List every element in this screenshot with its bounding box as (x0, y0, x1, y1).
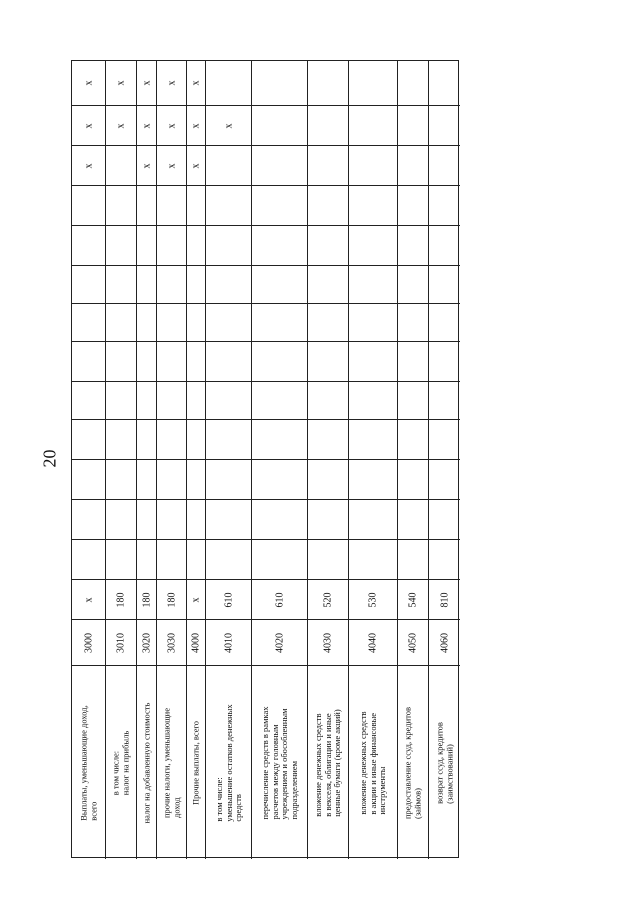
table-cell (349, 419, 397, 459)
cell-mark (429, 105, 460, 145)
cell-mark (206, 61, 251, 105)
row-kosgu (137, 579, 156, 619)
table-row (206, 61, 252, 859)
cell-mark (187, 105, 205, 145)
cell-mark (187, 145, 205, 185)
table-cell (187, 185, 205, 225)
cell-mark-text: x (190, 80, 202, 86)
table-cell (206, 459, 251, 499)
row-name-text: вложение денежных средств в акции и иные финансовые инструменты (357, 710, 387, 815)
row-name-text: в том числе: налог на прибыль (110, 730, 130, 795)
cell-mark (206, 105, 251, 145)
row-code-text: 4040 (367, 632, 379, 653)
table-cell (398, 381, 428, 419)
row-code-text: 3020 (140, 632, 152, 653)
row-name (252, 665, 307, 859)
table-cell (137, 303, 156, 341)
row-code-text: 4030 (322, 632, 334, 653)
row-code (349, 619, 397, 665)
table-cell (252, 225, 307, 265)
table-cell (398, 341, 428, 381)
table-cell (398, 303, 428, 341)
table-cell (72, 459, 105, 499)
row-name-text: налог на добавленную стоимость (140, 702, 151, 823)
cell-mark (72, 105, 105, 145)
table-cell (252, 499, 307, 539)
cell-mark-text: x (82, 80, 94, 86)
table-cell (206, 381, 251, 419)
table-cell (252, 419, 307, 459)
table-cell (187, 381, 205, 419)
table-cell (398, 185, 428, 225)
row-kosgu-text: 180 (115, 592, 127, 607)
table-cell (72, 265, 105, 303)
row-name-text: вложение денежных средств в векселя, облигации и иные ценные бумаги (кроме акций) (312, 708, 342, 817)
cell-mark (252, 145, 307, 185)
cell-mark (308, 145, 348, 185)
row-code (206, 619, 251, 665)
cell-mark-text: x (165, 80, 177, 86)
table-cell (206, 499, 251, 539)
row-kosgu (206, 579, 251, 619)
table-cell (157, 341, 186, 381)
cell-mark-text: x (82, 163, 94, 168)
row-name-text: в том числе: уменьшение остатков денежных средств (213, 703, 243, 822)
table-cell (206, 303, 251, 341)
table-cell (157, 419, 186, 459)
table-row (252, 61, 308, 859)
row-name-text: предоставление ссуд, кредитов (займов) (402, 706, 422, 819)
table-cell (187, 499, 205, 539)
table-cell (429, 381, 460, 419)
table-cell (137, 225, 156, 265)
table-cell (157, 185, 186, 225)
table-cell (106, 303, 136, 341)
row-name-text: перечисление средств в рамках расчетов между головным учреждением и обособленным подразделением (259, 706, 298, 819)
row-name (187, 665, 205, 859)
table-cell (308, 185, 348, 225)
table-cell (206, 419, 251, 459)
table-cell (106, 499, 136, 539)
row-kosgu (349, 579, 397, 619)
table-row (308, 61, 349, 859)
row-name (429, 665, 460, 859)
row-code (398, 619, 428, 665)
table-cell (349, 185, 397, 225)
table-cell (252, 185, 307, 225)
table-cell (206, 185, 251, 225)
table-cell (252, 265, 307, 303)
row-code (137, 619, 156, 665)
cell-mark (157, 105, 186, 145)
table-cell (187, 539, 205, 579)
table-cell (137, 265, 156, 303)
table-cell (206, 225, 251, 265)
table-cell (106, 459, 136, 499)
table-cell (72, 303, 105, 341)
table-cell (106, 381, 136, 419)
table-cell (429, 539, 460, 579)
table-cell (429, 225, 460, 265)
table-cell (349, 265, 397, 303)
row-kosgu (252, 579, 307, 619)
table-cell (106, 341, 136, 381)
row-kosgu (308, 579, 348, 619)
row-name (72, 665, 105, 859)
table-cell (398, 499, 428, 539)
row-kosgu-text: 180 (140, 592, 152, 607)
cell-mark (206, 145, 251, 185)
cell-mark (398, 145, 428, 185)
row-kosgu-text: 540 (407, 592, 419, 607)
cell-mark-text: x (222, 123, 234, 128)
table-cell (429, 419, 460, 459)
table-cell (72, 225, 105, 265)
table-cell (137, 539, 156, 579)
cell-mark-text: x (165, 163, 177, 168)
table-cell (349, 539, 397, 579)
cell-mark-text: x (140, 163, 152, 168)
table-row (106, 61, 137, 859)
table-cell (157, 265, 186, 303)
row-code-text: 4060 (438, 632, 450, 653)
table-cell (137, 341, 156, 381)
table-cell (106, 225, 136, 265)
table-cell (206, 539, 251, 579)
row-code (72, 619, 105, 665)
cell-mark-text: x (190, 163, 202, 168)
table-cell (106, 265, 136, 303)
table-row (157, 61, 187, 859)
cell-mark (308, 61, 348, 105)
table-cell (398, 265, 428, 303)
row-code (157, 619, 186, 665)
table-cell (137, 419, 156, 459)
cell-mark (398, 105, 428, 145)
table-cell (429, 265, 460, 303)
table-cell (308, 341, 348, 381)
cell-mark-text: x (115, 123, 127, 128)
table-cell (187, 341, 205, 381)
row-code (429, 619, 460, 665)
table-cell (429, 185, 460, 225)
table-cell (137, 185, 156, 225)
row-code-text: 3030 (165, 632, 177, 653)
table-row (187, 61, 206, 859)
row-name (157, 665, 186, 859)
row-kosgu-text: 180 (165, 592, 177, 607)
row-code-text: 4010 (222, 632, 234, 653)
cell-mark (349, 145, 397, 185)
table-cell (252, 539, 307, 579)
cell-mark-text: x (165, 123, 177, 128)
cell-mark (137, 105, 156, 145)
row-kosgu-text: 810 (438, 592, 450, 607)
cell-mark-text: x (115, 80, 127, 86)
table-cell (106, 539, 136, 579)
table-cell (349, 381, 397, 419)
row-code-text: 3010 (115, 632, 127, 653)
cell-mark (187, 61, 205, 105)
cell-mark (349, 105, 397, 145)
row-code-text: 4020 (273, 632, 285, 653)
table-cell (187, 225, 205, 265)
table-cell (157, 459, 186, 499)
row-code-text: 3000 (82, 632, 94, 653)
table-cell (252, 303, 307, 341)
page-number: 20 (39, 449, 60, 468)
row-kosgu (106, 579, 136, 619)
payments-table (71, 60, 459, 858)
row-name (106, 665, 136, 859)
table-cell (206, 341, 251, 381)
row-name-text: Прочие выплаты, всего (190, 720, 201, 805)
cell-mark (157, 145, 186, 185)
table-cell (308, 265, 348, 303)
row-code (252, 619, 307, 665)
table-cell (106, 419, 136, 459)
row-kosgu (157, 579, 186, 619)
table-cell (349, 225, 397, 265)
table-cell (157, 303, 186, 341)
row-name (206, 665, 251, 859)
table-cell (157, 225, 186, 265)
table-cell (137, 499, 156, 539)
table-cell (308, 459, 348, 499)
table-row (137, 61, 157, 859)
row-code (106, 619, 136, 665)
cell-mark (398, 61, 428, 105)
table-cell (429, 341, 460, 381)
cell-mark (252, 61, 307, 105)
table-cell (157, 381, 186, 419)
cell-mark (72, 61, 105, 105)
table-row (349, 61, 398, 859)
table-cell (137, 459, 156, 499)
cell-mark (137, 61, 156, 105)
cell-mark (106, 61, 136, 105)
row-code (187, 619, 205, 665)
cell-mark-text: x (140, 80, 152, 86)
cell-mark (429, 145, 460, 185)
row-kosgu-text: 610 (273, 592, 285, 607)
table-cell (398, 459, 428, 499)
row-kosgu (429, 579, 460, 619)
table-cell (157, 539, 186, 579)
cell-mark (72, 145, 105, 185)
table-cell (187, 459, 205, 499)
row-code-text: 4050 (407, 632, 419, 653)
table-cell (308, 225, 348, 265)
table-cell (429, 459, 460, 499)
table-cell (398, 225, 428, 265)
row-kosgu-text: 520 (322, 592, 334, 607)
cell-mark-text: x (82, 123, 94, 128)
table-cell (72, 341, 105, 381)
cell-mark-text: x (140, 123, 152, 128)
table-cell (429, 303, 460, 341)
cell-mark-text: x (190, 123, 202, 128)
row-name-text: Выплаты, уменьшающие доход, всего (78, 704, 98, 821)
row-code (308, 619, 348, 665)
table-cell (157, 499, 186, 539)
table-cell (349, 459, 397, 499)
row-kosgu (187, 579, 205, 619)
table-cell (429, 499, 460, 539)
table-cell (349, 341, 397, 381)
table-cell (72, 419, 105, 459)
row-name (349, 665, 397, 859)
cell-mark (106, 145, 136, 185)
row-name (398, 665, 428, 859)
row-kosgu-text: 610 (222, 592, 234, 607)
table-row (429, 61, 460, 859)
table-cell (308, 539, 348, 579)
row-kosgu (72, 579, 105, 619)
table-cell (72, 185, 105, 225)
cell-mark (429, 61, 460, 105)
row-name-text: прочие налоги, уменьшающие доход (161, 707, 181, 818)
table-cell (308, 381, 348, 419)
cell-mark (106, 105, 136, 145)
row-kosgu-text: x (82, 597, 94, 602)
table-cell (308, 303, 348, 341)
row-kosgu-text: x (190, 597, 202, 602)
row-name-text: возврат ссуд, кредитов (заимствований) (434, 721, 454, 804)
row-name (308, 665, 348, 859)
table-cell (349, 499, 397, 539)
table-cell (72, 539, 105, 579)
row-code-text: 4000 (190, 632, 202, 653)
table-cell (308, 419, 348, 459)
table-cell (72, 381, 105, 419)
row-kosgu (398, 579, 428, 619)
table-cell (308, 499, 348, 539)
table-cell (252, 341, 307, 381)
table-row (398, 61, 429, 859)
table-cell (187, 419, 205, 459)
table-cell (398, 539, 428, 579)
table-cell (137, 381, 156, 419)
cell-mark (137, 145, 156, 185)
row-name (137, 665, 156, 859)
table-cell (349, 303, 397, 341)
cell-mark (349, 61, 397, 105)
table-cell (187, 265, 205, 303)
cell-mark (252, 105, 307, 145)
cell-mark (157, 61, 186, 105)
table-cell (252, 381, 307, 419)
table-cell (206, 265, 251, 303)
table-cell (398, 419, 428, 459)
cell-mark (308, 105, 348, 145)
table-cell (106, 185, 136, 225)
row-kosgu-text: 530 (367, 592, 379, 607)
table-row (72, 61, 106, 859)
table-cell (72, 499, 105, 539)
table-cell (187, 303, 205, 341)
table-cell (252, 459, 307, 499)
